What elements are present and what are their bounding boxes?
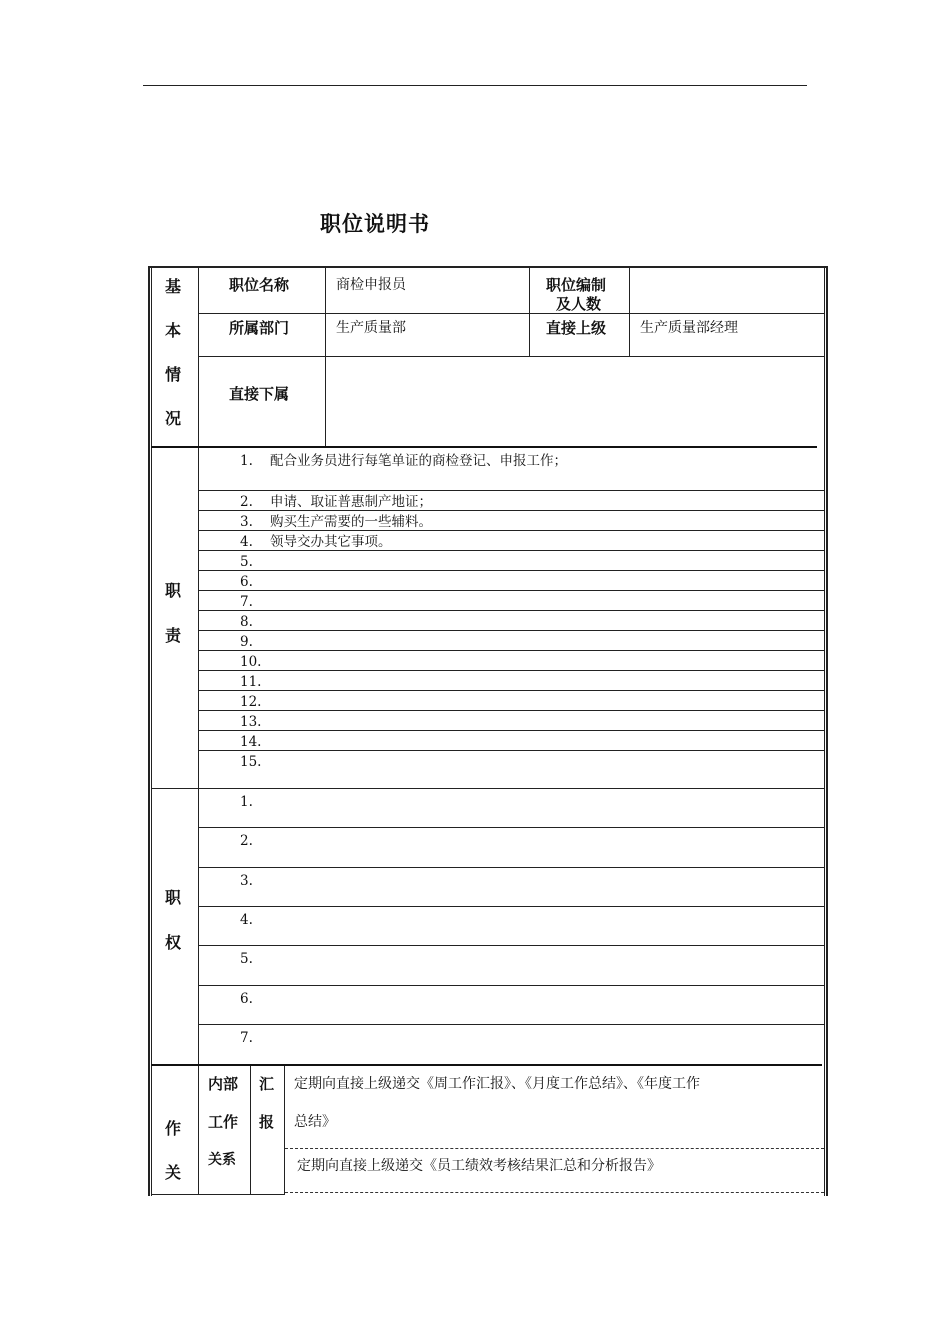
duty-item bbox=[240, 653, 270, 671]
basic-row-divider-2 bbox=[198, 356, 824, 357]
duty-number: 7. bbox=[240, 594, 253, 610]
duty-line bbox=[198, 610, 824, 611]
duty-item bbox=[240, 693, 270, 711]
department-label: 所属部门 bbox=[229, 319, 290, 337]
authority-item: 1. bbox=[240, 794, 253, 810]
relations-col-1 bbox=[250, 1066, 251, 1194]
report-item-1-cont: 总结》 bbox=[294, 1114, 336, 1130]
relations-section-char: 关 bbox=[164, 1163, 181, 1182]
form-table bbox=[148, 266, 828, 1196]
internal-relations-label: 关系 bbox=[208, 1152, 236, 1168]
report-label: 报 bbox=[259, 1113, 275, 1131]
duty-item bbox=[240, 633, 270, 651]
duty-line bbox=[198, 590, 824, 591]
basic-section-char: 情 bbox=[164, 365, 181, 384]
duty-item bbox=[240, 593, 270, 611]
internal-relations-label: 内部 bbox=[208, 1075, 239, 1093]
authority-item: 3. bbox=[240, 873, 253, 889]
basic-row-divider-1 bbox=[198, 313, 824, 314]
duty-number: 11. bbox=[240, 674, 262, 690]
duty-text: 申请、取证普惠制产地证； bbox=[270, 494, 432, 510]
report-label: 汇 bbox=[259, 1075, 275, 1093]
relations-col-2 bbox=[284, 1066, 285, 1194]
authority-item: 7. bbox=[240, 1030, 253, 1046]
internal-relations-label: 工作 bbox=[208, 1113, 239, 1131]
department-value: 生产质量部 bbox=[336, 320, 406, 336]
basic-section-char: 基 bbox=[164, 277, 181, 296]
duty-number: 12. bbox=[240, 694, 262, 710]
duty-item bbox=[240, 513, 432, 531]
headcount-label-line2: 及人数 bbox=[556, 295, 602, 313]
basic-col-3 bbox=[629, 268, 630, 356]
duty-item bbox=[240, 753, 270, 771]
duties-section-end bbox=[151, 788, 824, 789]
duty-line bbox=[198, 750, 824, 751]
authority-line bbox=[198, 827, 824, 828]
duty-item bbox=[240, 613, 270, 631]
authority-section-char: 职 bbox=[164, 888, 181, 907]
section-label-divider bbox=[198, 268, 199, 1194]
authority-line bbox=[198, 945, 824, 946]
duty-line bbox=[198, 670, 824, 671]
superior-label: 直接上级 bbox=[546, 319, 607, 337]
authority-item: 6. bbox=[240, 991, 253, 1007]
authority-line bbox=[198, 1024, 824, 1025]
duty-item bbox=[240, 493, 432, 511]
duty-item bbox=[240, 733, 270, 751]
duty-text: 配合业务员进行每笔单证的商检登记、申报工作； bbox=[270, 453, 567, 469]
basic-section-char: 本 bbox=[164, 321, 181, 340]
authority-section-char: 权 bbox=[164, 933, 181, 952]
superior-value: 生产质量部经理 bbox=[640, 320, 738, 336]
basic-col-2 bbox=[529, 268, 530, 356]
headcount-label-line1: 职位编制 bbox=[546, 276, 607, 294]
duty-item bbox=[240, 452, 567, 470]
duty-number: 5. bbox=[240, 554, 253, 570]
duty-line bbox=[198, 570, 824, 571]
duties-section-char: 职 bbox=[164, 581, 181, 600]
basic-col-1 bbox=[325, 268, 326, 446]
authority-item: 5. bbox=[240, 951, 253, 967]
duty-number: 3. bbox=[240, 514, 253, 530]
basic-section-end bbox=[151, 446, 817, 448]
position-name-value: 商检申报员 bbox=[336, 277, 406, 293]
duty-item bbox=[240, 713, 270, 731]
duty-item bbox=[240, 673, 270, 691]
header-rule bbox=[143, 85, 807, 86]
report-item-2: 定期向直接上级递交《员工绩效考核结果汇总和分析报告》 bbox=[297, 1158, 661, 1174]
authority-section-end bbox=[151, 1064, 822, 1066]
authority-line bbox=[198, 867, 824, 868]
duty-number: 8. bbox=[240, 614, 253, 630]
duty-line bbox=[198, 730, 824, 731]
authority-item: 4. bbox=[240, 912, 253, 928]
relations-section-char: 作 bbox=[164, 1119, 181, 1138]
document-title: 职位说明书 bbox=[320, 212, 430, 236]
duty-item bbox=[240, 573, 270, 591]
duty-line bbox=[198, 490, 824, 491]
subordinate-label: 直接下属 bbox=[229, 385, 290, 403]
duty-number: 6. bbox=[240, 574, 253, 590]
duty-text: 领导交办其它事项。 bbox=[270, 534, 392, 550]
duty-number: 1. bbox=[240, 453, 253, 469]
duty-number: 13. bbox=[240, 714, 262, 730]
duty-item bbox=[240, 553, 270, 571]
report-divider bbox=[285, 1148, 824, 1149]
duty-number: 14. bbox=[240, 734, 262, 750]
authority-item: 2. bbox=[240, 833, 253, 849]
duty-number: 9. bbox=[240, 634, 253, 650]
duties-section-char: 责 bbox=[164, 626, 181, 645]
duty-number: 10. bbox=[240, 654, 262, 670]
duty-text: 购买生产需要的一些辅料。 bbox=[270, 514, 432, 530]
authority-line bbox=[198, 985, 824, 986]
authority-line bbox=[198, 906, 824, 907]
basic-section-char: 况 bbox=[164, 409, 181, 428]
duty-line bbox=[198, 710, 824, 711]
duty-line bbox=[198, 650, 824, 651]
duty-number: 4. bbox=[240, 534, 253, 550]
duty-item bbox=[240, 533, 392, 551]
report-bottom bbox=[285, 1192, 824, 1193]
position-name-label: 职位名称 bbox=[229, 276, 290, 294]
report-item-1: 定期向直接上级递交《周工作汇报》、《月度工作总结》、《年度工作 bbox=[294, 1076, 700, 1092]
duty-line bbox=[198, 630, 824, 631]
duty-number: 2. bbox=[240, 494, 253, 510]
duty-number: 15. bbox=[240, 754, 262, 770]
form-bottom-left bbox=[151, 1194, 285, 1195]
form-right-edge bbox=[824, 266, 825, 1196]
duty-line bbox=[198, 690, 824, 691]
form-left-edge bbox=[151, 266, 152, 1196]
